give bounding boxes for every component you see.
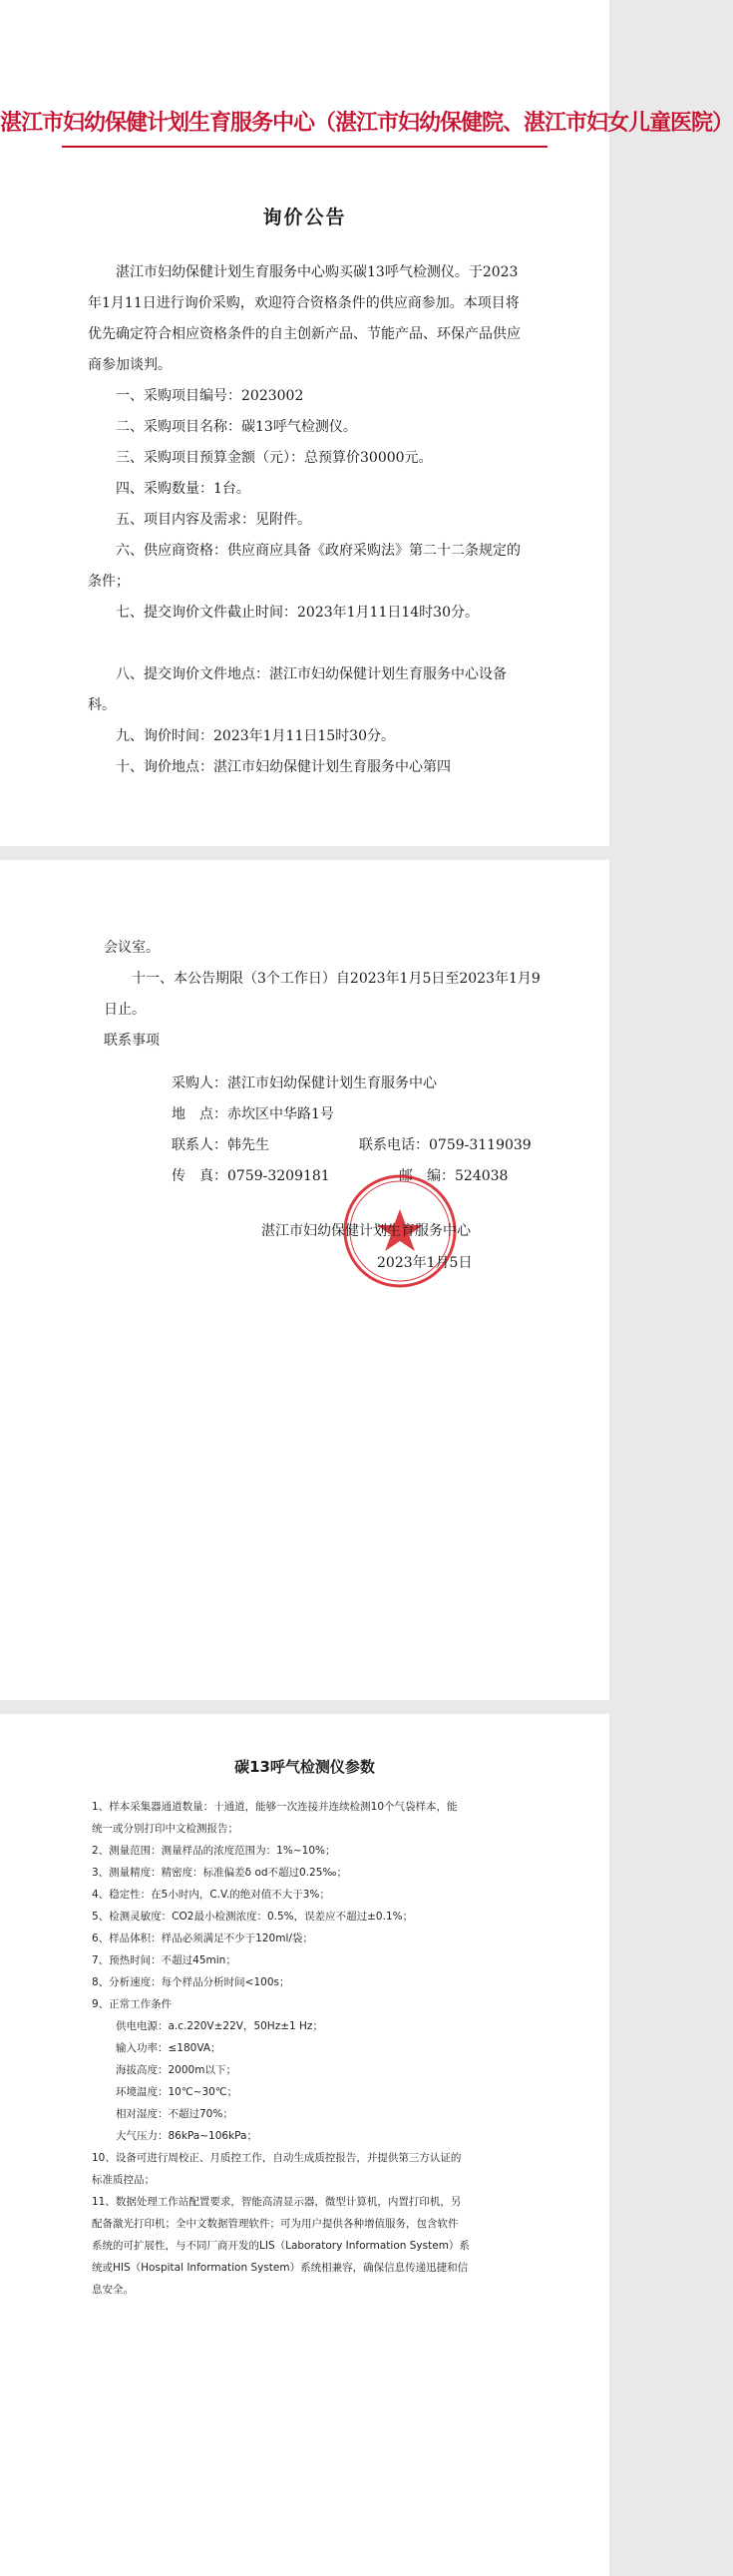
contact-heading: 联系事项 [104, 1033, 160, 1049]
spec-line: 息安全。 [92, 2284, 134, 2296]
item-1: 一、采购项目编号：2023002 [116, 388, 304, 404]
item-3: 三、采购项目预算金额（元）：总预算价30000元。 [116, 450, 433, 466]
spec-title: 碳13呼气检测仪参数 [234, 1758, 375, 1776]
buyer-line: 采购人：湛江市妇幼保健计划生育服务中心 [172, 1075, 437, 1091]
spec-condition: 环境温度：10℃~30℃； [116, 2086, 238, 2098]
page-title: 询价公告 [262, 207, 347, 228]
spec-line: 6、样品体积：样品必须满足不少于120ml/袋； [92, 1932, 313, 1944]
spec-line: 系统的可扩展性，与不同厂商开发的LIS（Laboratory Information System）系 [92, 2240, 470, 2252]
postcode-line: 邮 编：524038 [399, 1168, 509, 1184]
spec-line: 11、数据处理工作站配置要求，智能高清显示器，微型计算机，内置打印机，另 [92, 2196, 462, 2208]
signature-org: 湛江市妇幼保健计划生育服务中心 [261, 1223, 471, 1239]
spec-line: 标准质控品； [92, 2174, 155, 2186]
address-line: 地 点：赤坎区中华路1号 [172, 1106, 334, 1122]
item-7: 七、提交询价文件截止时间：2023年1月11日14时30分。 [116, 605, 479, 621]
spec-line: 3、测量精度：精密度：标准偏差δ od不超过0.25‰； [92, 1867, 347, 1879]
header-org-name: 湛江市妇幼保健计划生育服务中心（湛江市妇幼保健院、湛江市妇女儿童医院） [0, 110, 733, 136]
intro-paragraph: 湛江市妇幼保健计划生育服务中心购买碳13呼气检测仪。于2023年1月11日进行询价采购，欢迎符合资格条件的供应商参加。本项目将优先确定符合相应资格条件的自主创新产品、节能产品、环保产品供应商参加谈判。 [88, 264, 521, 373]
spec-line: 1、样本采集器通道数量：十通道，能够一次连接并连续检测10个气袋样本，能 [92, 1801, 458, 1813]
item-4: 四、采购数量：1台。 [116, 481, 250, 497]
item-2: 二、采购项目名称：碳13呼气检测仪。 [116, 419, 357, 435]
item-10: 十、询价地点：湛江市妇幼保健计划生育服务中心第四 [116, 759, 451, 775]
signature-date: 2023年1月5日 [377, 1255, 473, 1271]
spec-condition: 海拔高度：2000m以下； [116, 2064, 236, 2076]
spec-line: 配备激光打印机；全中文数据管理软件；可为用户提供各种增值服务，包含软件 [92, 2218, 459, 2230]
contact-person: 联系人：韩先生 [172, 1137, 269, 1153]
spec-line: 统一或分别打印中文检测报告； [92, 1823, 238, 1835]
item-8: 八、提交询价文件地点：湛江市妇幼保健计划生育服务中心设备科。 [88, 666, 507, 713]
spec-line: 9、正常工作条件 [92, 1998, 173, 2010]
fax-line: 传 真：0759-3209181 [172, 1168, 330, 1184]
spec-condition: 相对湿度：不超过70%； [116, 2108, 233, 2120]
item-9: 九、询价时间：2023年1月11日15时30分。 [116, 728, 395, 744]
spec-line: 2、测量范围：测量样品的浓度范围为：1%~10%； [92, 1845, 336, 1857]
page-1 [0, 0, 733, 846]
spec-line: 5、检测灵敏度：CO2最小检测浓度：0.5%，误差应不超过±0.1%； [92, 1911, 414, 1923]
spec-condition: 大气压力：86kPa~106kPa； [116, 2130, 257, 2142]
spec-line: 8、分析速度：每个样品分析时间<100s； [92, 1976, 290, 1988]
contact-phone: 联系电话：0759-3119039 [359, 1137, 532, 1153]
spec-line: 7、预热时间：不超过45min； [92, 1954, 236, 1966]
spec-condition: 输入功率：≤180VA； [116, 2042, 221, 2054]
spec-line: 10、设备可进行周校正、月质控工作，自动生成质控报告，并提供第三方认证的 [92, 2152, 462, 2164]
item-11: 十一、本公告期限（3个工作日）自2023年1月5日至2023年1月9日止。 [104, 971, 541, 1018]
spec-condition: 供电电源：a.c.220V±22V，50Hz±1 Hz； [116, 2020, 323, 2032]
item-6: 六、供应商资格：供应商应具备《政府采购法》第二十二条规定的条件； [88, 543, 521, 590]
item-5: 五、项目内容及需求：见附件。 [116, 512, 311, 528]
spec-list [92, 1796, 550, 2301]
header-divider [62, 146, 548, 148]
continuation-text: 会议室。 [104, 940, 160, 956]
spec-line: 4、稳定性：在5小时内，C.V.的绝对值不大于3%； [92, 1889, 330, 1901]
spec-line: 统或HIS（Hospital Information System）系统相兼容，确保信息传递迅捷和信 [92, 2262, 469, 2274]
